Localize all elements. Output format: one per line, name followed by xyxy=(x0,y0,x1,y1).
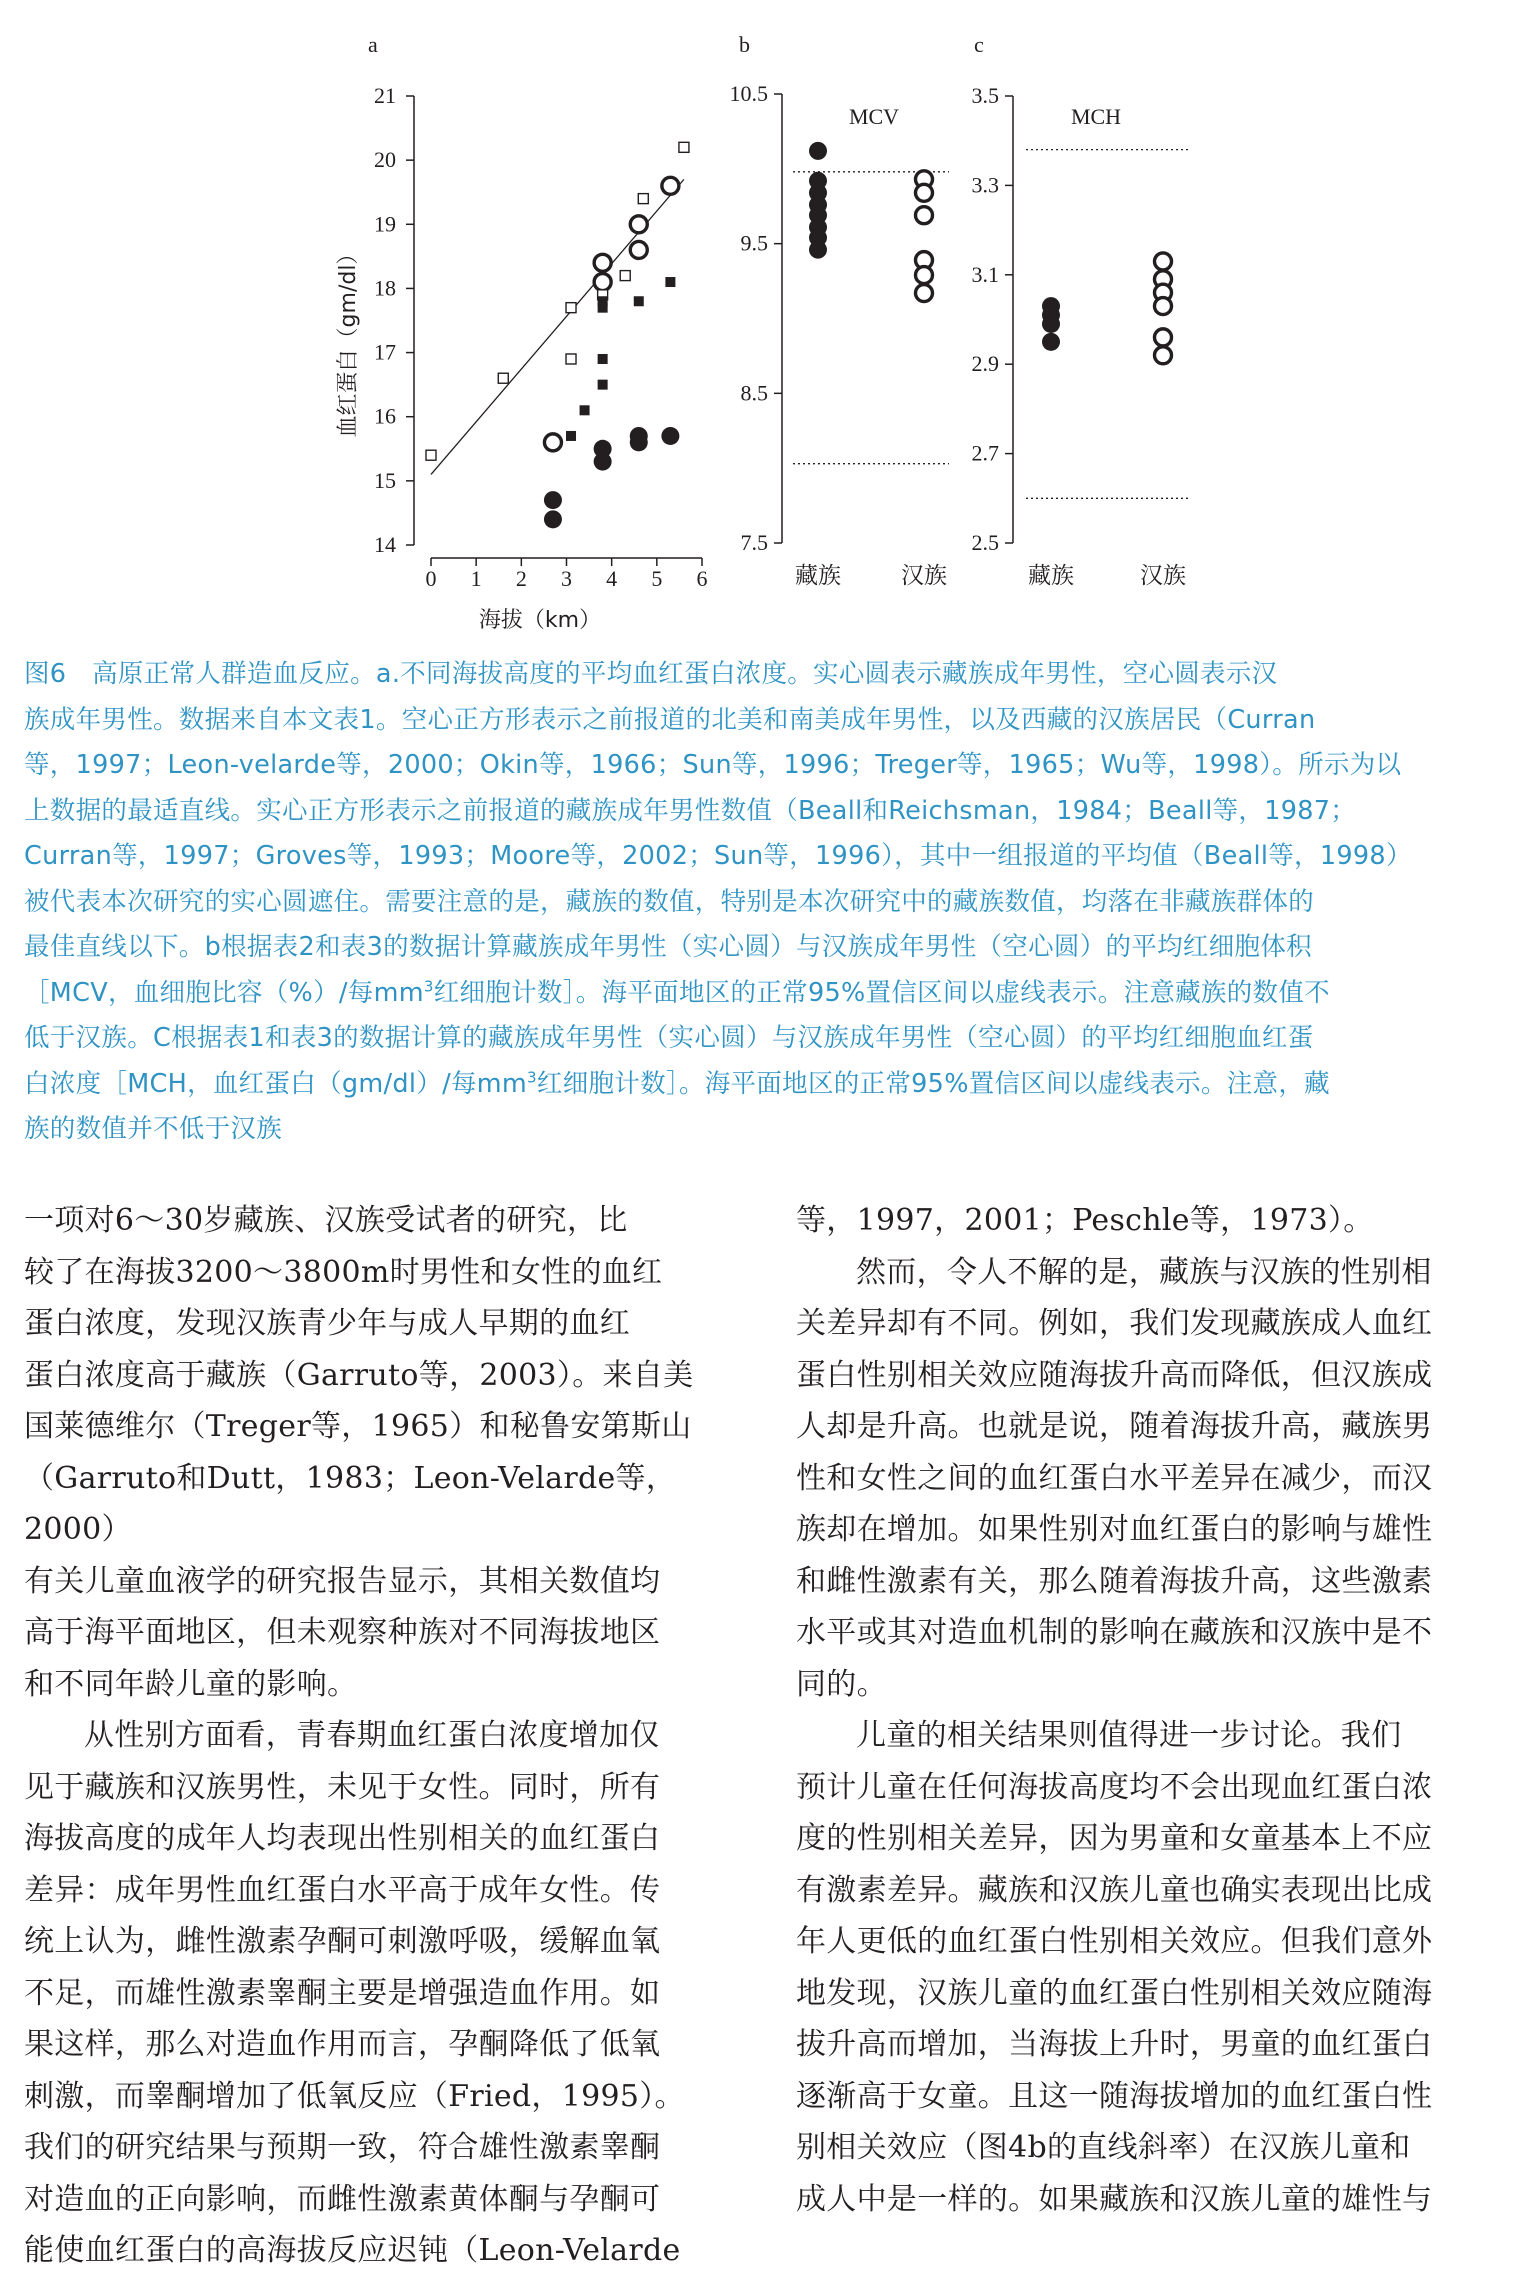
body-line: 对造血的正向影响，而雌性激素黄体酮与孕酮可 xyxy=(24,2181,661,2217)
caption-line: 白浓度［MCH，血红蛋白（gm/dl）/每$mm^3$红细胞计数］。海平面地区的正常95%置信区间以虚线表示。注意，藏 xyxy=(24,1068,1330,1099)
y-tick-label-a: 14 xyxy=(374,532,396,557)
figure-caption xyxy=(24,652,1514,1153)
chart-b xyxy=(730,81,950,589)
body-line: 性和女性之间的血红蛋白水平差异在减少，而汉 xyxy=(796,1460,1433,1496)
data-point-filled-circle xyxy=(1042,315,1060,333)
chart-a xyxy=(336,83,708,633)
caption-line: 最佳直线以下。b根据表2和表3的数据计算藏族成年男性（实心圆）与汉族成年男性（空心圆）的平均红细胞体积 xyxy=(24,932,1312,962)
caption-line: 上数据的最适直线。实心正方形表示之前报道的藏族成年男性数值（Beall和Reichsman，1984；Beall等，1987； xyxy=(24,795,1357,826)
y-tick-label-c: 2.7 xyxy=(971,440,999,466)
body-line: 果这样，那么对造血作用而言，孕酮降低了低氧 xyxy=(24,2027,661,2062)
body-line: 蛋白浓度高于藏族（Garruto等，2003）。来自美 xyxy=(24,1357,694,1393)
body-line: 较了在海拔3200～3800m时男性和女性的血红 xyxy=(24,1254,663,1290)
caption-line: Curran等，1997；Groves等，1993；Moore等，2002；Sun等，1996），其中一组报道的平均值（Beall等，1998） xyxy=(24,841,1412,871)
body-line: 人却是升高。也就是说，随着海拔升高，藏族男 xyxy=(796,1409,1433,1444)
body-line: 我们的研究结果与预期一致，符合雄性激素睾酮 xyxy=(24,2130,661,2165)
x-tick-label-a: 6 xyxy=(696,566,708,591)
body-line: 蛋白性别相关效应随海拔升高而降低，但汉族成 xyxy=(796,1357,1433,1393)
body-line: 蛋白浓度，发现汉族青少年与成人早期的血红 xyxy=(24,1306,630,1341)
x-axis-label-a: 海拔（km） xyxy=(478,608,602,633)
body-line: 然而，令人不解的是，藏族与汉族的性别相 xyxy=(856,1254,1432,1290)
data-point-open-circle xyxy=(916,267,933,284)
data-point-open-circle xyxy=(662,177,679,194)
data-point-open-circle xyxy=(594,254,611,271)
x-tick-label-a: 1 xyxy=(470,566,482,591)
body-line: 高于海平面地区，但未观察种族对不同海拔地区 xyxy=(24,1615,661,1650)
data-point-filled-square xyxy=(598,380,608,390)
y-tick-label-c: 3.3 xyxy=(971,172,999,198)
y-tick-label-b: 8.5 xyxy=(740,380,768,406)
data-point-open-square xyxy=(620,271,630,281)
body-line: 海拔高度的成年人均表现出性别相关的血红蛋白 xyxy=(24,1821,661,1856)
y-axis-label-a: 血红蛋白（gm/dl） xyxy=(336,242,361,438)
y-tick-label-b: 9.5 xyxy=(740,230,768,256)
data-point-open-circle xyxy=(916,207,933,224)
y-tick-label-c: 3.1 xyxy=(971,261,999,287)
data-point-open-circle xyxy=(594,274,611,291)
body-line: 预计儿童在任何海拔高度均不会出现血红蛋白浓 xyxy=(796,1769,1433,1805)
data-point-open-square xyxy=(638,194,648,204)
body-line: 见于藏族和汉族男性，未见于女性。同时，所有 xyxy=(24,1769,661,1805)
y-tick-label-a: 19 xyxy=(374,211,396,237)
body-line: 和雌性激素有关，那么随着海拔升高，这些激素 xyxy=(796,1563,1433,1599)
x-tick-label-a: 3 xyxy=(561,566,572,591)
caption-line: 族成年男性。数据来自本文表1。空心正方形表示之前报道的北美和南美成年男性，以及西藏的汉族居民（Curran xyxy=(24,704,1316,735)
data-point-filled-circle xyxy=(661,427,679,445)
data-point-filled-square xyxy=(580,405,590,415)
y-tick-label-c: 2.5 xyxy=(971,530,999,555)
y-tick-label-c: 3.5 xyxy=(971,83,999,108)
data-point-filled-circle xyxy=(630,427,648,445)
x-tick-label-a: 4 xyxy=(606,566,618,591)
data-point-open-square xyxy=(566,354,576,364)
body-line: 有激素差异。藏族和汉族儿童也确实表现出比成 xyxy=(796,1872,1433,1908)
data-point-open-square xyxy=(566,303,576,313)
body-line: 成人中是一样的。如果藏族和汉族儿童的雄性与 xyxy=(796,2181,1433,2217)
data-point-filled-square xyxy=(634,296,644,306)
y-tick-label-a: 16 xyxy=(374,403,396,429)
data-point-open-circle xyxy=(1155,347,1172,364)
y-tick-label-a: 17 xyxy=(374,339,396,365)
body-line: 同的。 xyxy=(796,1666,887,1702)
body-line: 年人更低的血红蛋白性别相关效应。但我们意外 xyxy=(796,1924,1433,1959)
y-tick-label-a: 20 xyxy=(374,147,396,173)
data-point-filled-circle xyxy=(1042,333,1060,351)
category-label-b: 藏族 xyxy=(795,563,841,589)
body-line: 别相关效应（图4b的直线斜率）在汉族儿童和 xyxy=(796,2130,1411,2165)
y-tick-label-b: 10.5 xyxy=(729,81,768,106)
body-line: 刺激，而睾酮增加了低氧反应（Fried，1995）。 xyxy=(24,2078,685,2114)
data-point-open-square xyxy=(679,142,689,152)
panel-label-a: a xyxy=(368,32,378,57)
body-line: 等，1997，2001；Peschle等，1973）。 xyxy=(796,1203,1374,1238)
caption-line: 被代表本次研究的实心圆遮住。需要注意的是，藏族的数值，特别是本次研究中的藏族数值，均落在非藏族群体的 xyxy=(24,886,1315,917)
caption-line: 低于汉族。C根据表1和表3的数据计算的藏族成年男性（实心圆）与汉族成年男性（空心圆）的平均红细胞血红蛋 xyxy=(24,1023,1314,1053)
body-line: 儿童的相关结果则值得进一步讨论。我们 xyxy=(856,1718,1402,1753)
body-line: 有关儿童血液学的研究报告显示，其相关数值均 xyxy=(24,1563,661,1599)
body-column-right xyxy=(796,1195,1514,2225)
data-point-filled-circle xyxy=(544,510,562,528)
body-line: 能使血红蛋白的高海拔反应迟钝（Leon-Velarde xyxy=(24,2233,681,2268)
figure-6 xyxy=(0,0,1536,640)
data-point-open-circle xyxy=(916,285,933,302)
panel-label-b: b xyxy=(739,32,750,57)
data-point-open-circle xyxy=(916,184,933,201)
body-line: 一项对6～30岁藏族、汉族受试者的研究，比 xyxy=(24,1203,628,1238)
chart-title-c: MCH xyxy=(1070,104,1122,129)
y-tick-label-b: 7.5 xyxy=(740,530,768,555)
panel-label-c: c xyxy=(974,32,984,57)
chart-c xyxy=(972,83,1189,589)
data-point-open-square xyxy=(426,450,436,460)
y-tick-label-c: 2.9 xyxy=(971,351,999,377)
caption-line: 图6 高原正常人群造血反应。a.不同海拔高度的平均血红蛋白浓度。实心圆表示藏族成年男性，空心圆表示汉 xyxy=(24,659,1278,689)
data-point-open-circle xyxy=(1155,253,1172,270)
data-point-filled-circle xyxy=(809,241,827,259)
x-tick-label-a: 5 xyxy=(651,566,663,591)
chart-title-b: MCV xyxy=(848,104,900,129)
data-point-open-circle xyxy=(1155,298,1172,315)
data-point-filled-square xyxy=(598,296,608,306)
data-point-open-circle xyxy=(1155,329,1172,346)
body-line: 水平或其对造血机制的影响在藏族和汉族中是不 xyxy=(796,1615,1433,1650)
body-line: 逐渐高于女童。且这一随海拔增加的血红蛋白性 xyxy=(796,2078,1433,2114)
body-line: 从性别方面看，青春期血红蛋白浓度增加仅 xyxy=(84,1718,660,1753)
y-tick-label-a: 18 xyxy=(374,275,396,301)
body-line: 关差异却有不同。例如，我们发现藏族成人血红 xyxy=(796,1306,1433,1341)
body-line: 和不同年龄儿童的影响。 xyxy=(24,1666,358,1702)
body-line: 度的性别相关差异，因为男童和女童基本上不应 xyxy=(796,1821,1433,1856)
body-line: 不足，而雄性激素睾酮主要是增强造血作用。如 xyxy=(24,1975,661,2011)
x-tick-label-a: 0 xyxy=(425,566,437,591)
data-point-open-circle xyxy=(630,216,647,233)
data-point-filled-circle xyxy=(809,142,827,160)
y-tick-label-a: 21 xyxy=(374,83,396,108)
body-line: （Garruto和Dutt，1983；Leon-Velarde等，2000） xyxy=(24,1460,677,1547)
caption-line: 等，1997；Leon-velarde等，2000；Okin等，1966；Sun等，1996；Treger等，1965；Wu等，1998）。所示为以 xyxy=(24,750,1402,780)
body-column-left xyxy=(24,1195,742,2277)
category-label-c: 汉族 xyxy=(1140,563,1186,589)
body-line: 地发现，汉族儿童的血红蛋白性别相关效应随海 xyxy=(796,1975,1433,2011)
data-point-open-square xyxy=(498,373,508,383)
data-point-open-circle xyxy=(630,241,647,258)
body-line: 族却在增加。如果性别对血红蛋白的影响与雄性 xyxy=(796,1512,1433,1547)
data-point-open-circle xyxy=(544,434,561,451)
body-line: 统上认为，雌性激素孕酮可刺激呼吸，缓解血氧 xyxy=(24,1924,661,1959)
body-line: 差异：成年男性血红蛋白水平高于成年女性。传 xyxy=(24,1872,661,1908)
data-point-filled-square xyxy=(665,277,675,287)
y-tick-label-a: 15 xyxy=(374,467,396,493)
caption-line: ［MCV，血细胞比容（%）/每$mm^3$红细胞计数］。海平面地区的正常95%置信区间以虚线表示。注意藏族的数值不 xyxy=(24,977,1330,1008)
data-point-filled-square xyxy=(566,431,576,441)
category-label-c: 藏族 xyxy=(1028,563,1074,589)
caption-line: 族的数值并不低于汉族 xyxy=(24,1114,283,1144)
data-point-filled-circle xyxy=(544,491,562,509)
x-tick-label-a: 2 xyxy=(515,566,527,591)
data-point-filled-circle xyxy=(594,440,612,458)
category-label-b: 汉族 xyxy=(901,563,947,589)
data-point-filled-square xyxy=(598,354,608,364)
body-line: 国莱德维尔（Treger等，1965）和秘鲁安第斯山 xyxy=(24,1409,692,1444)
body-line: 拔升高而增加，当海拔上升时，男童的血红蛋白 xyxy=(796,2027,1433,2062)
